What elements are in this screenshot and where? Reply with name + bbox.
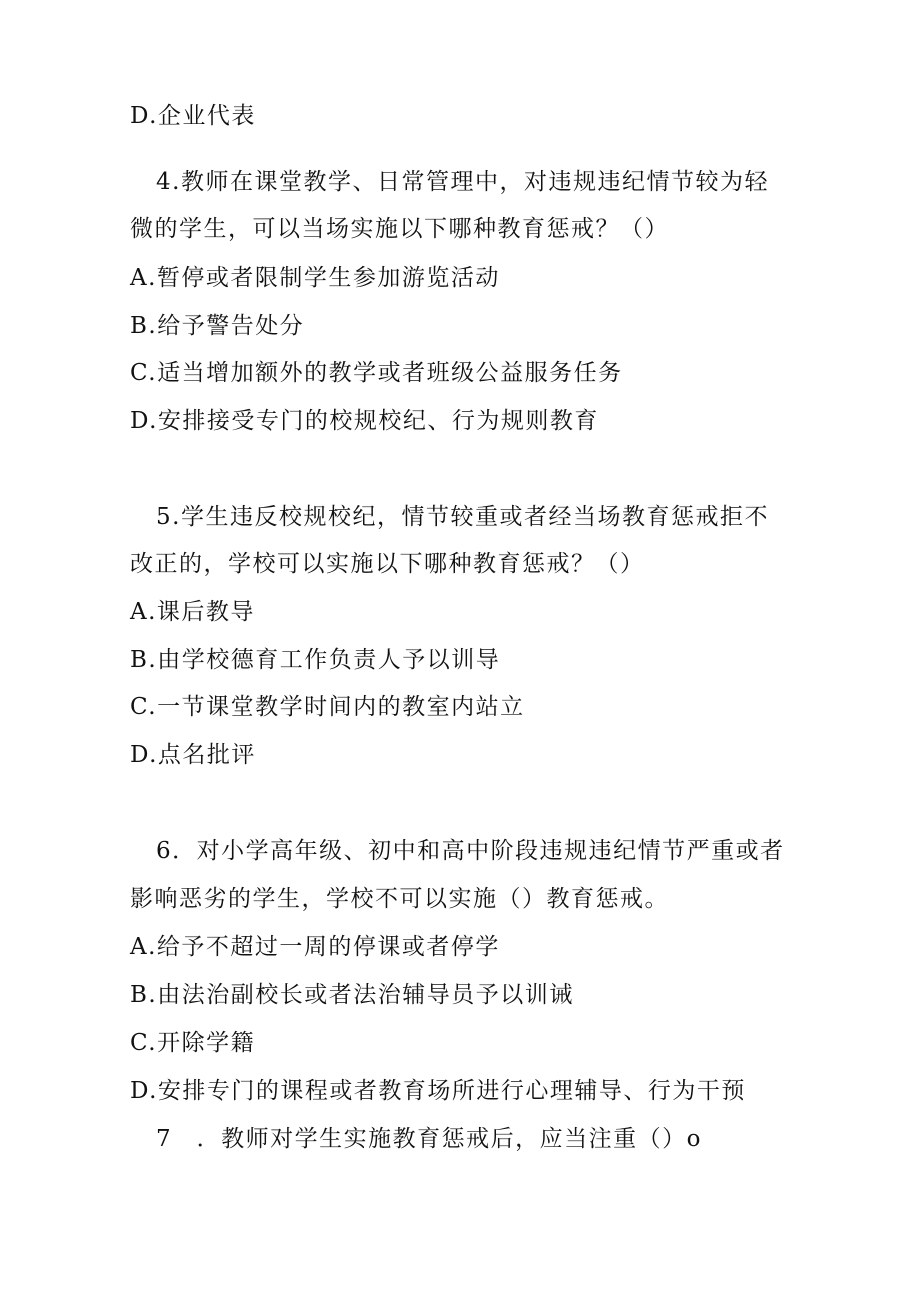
q6-option-c: C.开除学籍 (130, 1030, 256, 1056)
q5-option-a: A.课后教导 (130, 599, 255, 625)
q6-option-a: A.给予不超过一周的停课或者停学 (130, 934, 500, 960)
q3-option-d: D.企业代表 (130, 103, 256, 129)
q7-stem-line1: 7 ．教师对学生实施教育惩戒后，应当注重（）o (156, 1126, 702, 1152)
q4-stem-line1: 4.教师在课堂教学、日常管理中，对违规违纪情节较为轻 (156, 169, 769, 195)
q6-stem-line1: 6．对小学高年级、初中和高中阶段违规违纪情节严重或者 (156, 838, 785, 864)
q4-option-a: A.暂停或者限制学生参加游览活动 (130, 265, 500, 291)
q6-option-d: D.安排专门的课程或者教育场所进行心理辅导、行为干预 (130, 1078, 746, 1104)
q5-stem-line1: 5.学生违反校规校纪，情节较重或者经当场教育惩戒拒不 (156, 504, 769, 530)
q5-option-d: D.点名批评 (130, 742, 256, 768)
q4-stem-line2: 微的学生，可以当场实施以下哪种教育惩戒？（） (130, 216, 669, 242)
q4-option-b: B.给予警告处分 (130, 313, 305, 339)
q6-stem-line2: 影响恶劣的学生，学校不可以实施（）教育惩戒。 (130, 886, 669, 912)
q4-option-d: D.安排接受专门的校规校纪、行为规则教育 (130, 408, 599, 434)
q5-stem-line2: 改正的，学校可以实施以下哪种教育惩戒？（） (130, 551, 645, 577)
q6-option-b: B.由法治副校长或者法治辅导员予以训诫 (130, 982, 574, 1008)
q5-option-c: C.一节课堂教学时间内的教室内站立 (130, 694, 525, 720)
q4-option-c: C.适当增加额外的教学或者班级公益服务任务 (130, 360, 623, 386)
q5-option-b: B.由学校德育工作负责人予以训导 (130, 647, 501, 673)
